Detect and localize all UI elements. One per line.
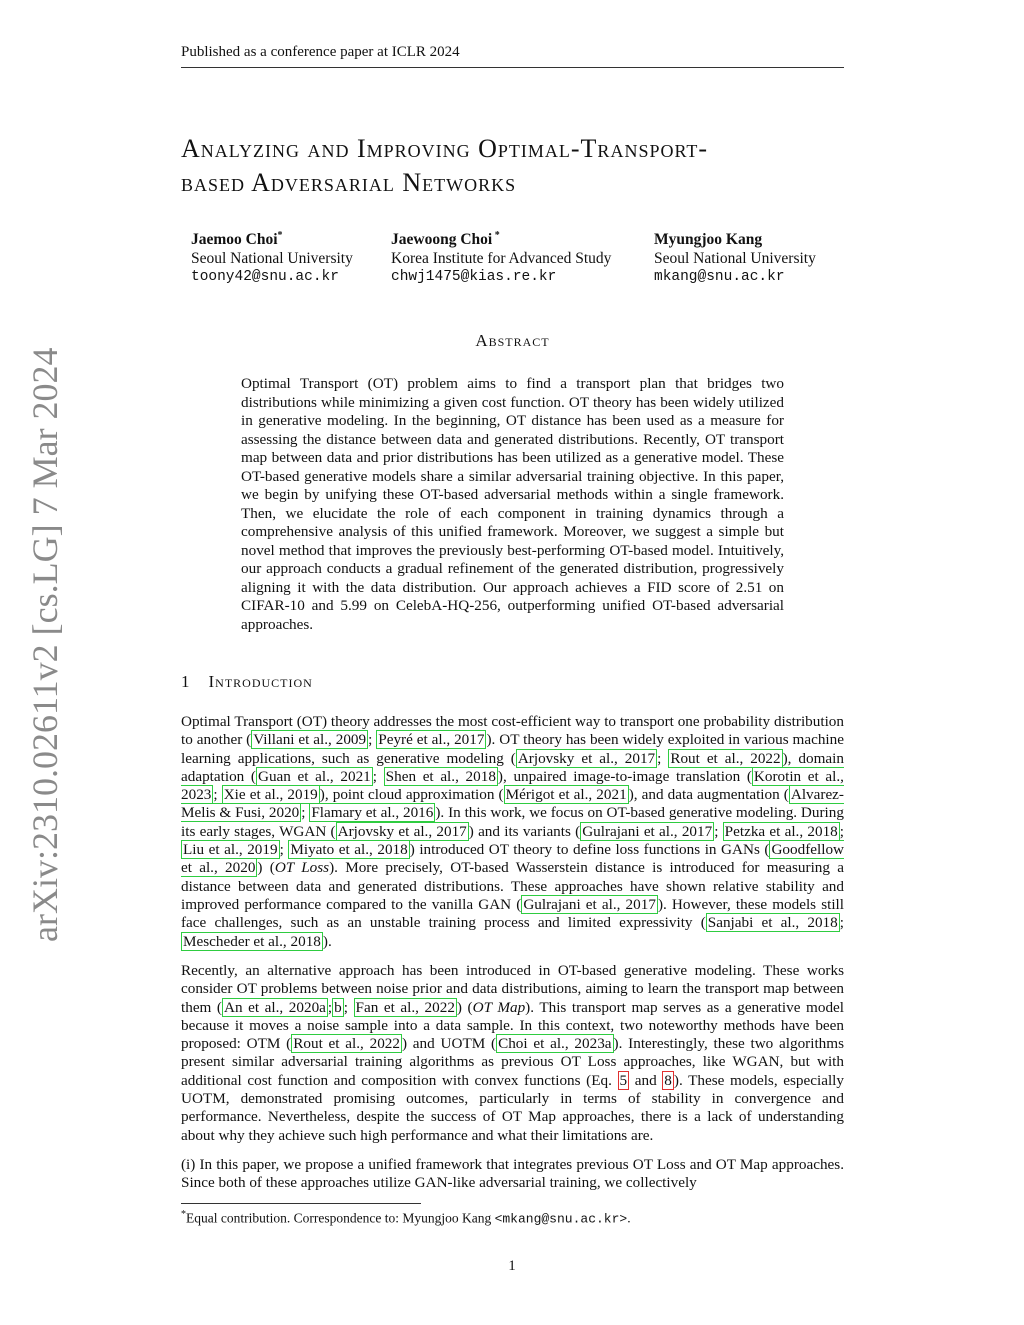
citation-link[interactable]: Mescheder et al., 2018 [183,932,321,950]
abstract-text: Optimal Transport (OT) problem aims to find a transport plan that bridges two distributions while minimizing a given cost function. OT theory has been widely utilized in generative modeling. In the beginning, OT distance has been used as a measure for assessing the distance between data and generated distributions. Recently, OT transport map between data and prior distributions has been utilized as a generative model. These OT-based generative models share a similar adversarial training objective. In this paper, we begin by unifying these OT-based adversarial methods within a single framework. Then, we elucidate the role of each component in training dynamics through a comprehensive analysis of this unified framework. Moreover, we suggest a simple but novel method that improves the previously best-performing OT-based model. Intuitively, our approach conducts a gradual refinement of the generated distribution, progressively aligning it with the data distribution. Our approach achieves a FID score of 2.51 on CIFAR-10 and 5.99 on CelebA-HQ-256, outperforming unified OT-based adversarial approaches. [241,375,784,633]
text-run: ; [839,822,845,840]
text-run: ; [839,914,844,932]
footnote-email[interactable]: <mkang@snu.ac.kr> [494,1211,628,1227]
author-affiliation: Seoul National University [191,250,353,268]
abstract-heading: Abstract [475,331,550,350]
equation-ref-link[interactable]: 8 [664,1071,672,1089]
text-run: ), point cloud approximation ( [319,786,504,804]
citation-link[interactable]: Guan et al., 2021 [257,767,371,785]
text-run: ). Interestingly, these two algorithms present similar adversarial training algorithms as previous OT Loss approaches, like WGAN, but with additional cost function and composition with convex functions (Eq. [181,1035,844,1089]
text-run: and [629,1071,663,1089]
text-run: ) ( [257,859,275,877]
text-run: ) introduced OT theory to define loss functions in GANs ( [409,841,770,859]
citation-link[interactable]: Miyato et al., 2018 [290,841,408,859]
section-title: Introduction [208,672,313,691]
citation-link[interactable]: Alvarez-Melis & Fusi, 2020 [181,786,844,822]
arxiv-side-label: arXiv:2310.02611v2 [cs.LG] 7 Mar 2024 [25,347,65,943]
citation-link[interactable]: Mérigot et al., 2021 [505,786,627,804]
citation-link[interactable]: Sanjabi et al., 2018 [707,914,838,932]
citation-link[interactable]: Peyré et al., 2017 [378,731,485,749]
citation-link[interactable]: Petzka et al., 2018 [724,822,838,840]
author-email[interactable]: chwj1475@kias.re.kr [391,269,557,286]
text-run: ). [322,932,332,950]
citation-link[interactable]: Arjovsky et al., 2017 [337,822,467,840]
text-run: ). However, these models still face challenges, such as an unstable training process and limited expressivity ( [181,895,844,932]
text-run: ; [301,804,310,822]
citation-link[interactable]: Goodfellow et al., 2020 [181,841,845,877]
section-number: 1 [181,672,191,691]
author-affiliation: Seoul National University [654,250,816,268]
citation-link[interactable]: Xie et al., 2019 [223,786,318,804]
text-run: ), unpaired image-to-image translation ( [497,767,752,785]
author-name: Jaemoo Choi [191,231,278,249]
text-run: ) and UOTM ( [401,1035,497,1053]
paper-title [181,132,881,200]
intro-paragraph-2 [181,962,844,1145]
text-run: ). This transport map serves as a generative model because it moves a noise sample into a data sample. In this context, two noteworthy methods have been proposed: OTM ( [181,998,844,1053]
citation-link[interactable]: Shen et al., 2018 [385,767,496,785]
author-email[interactable]: mkang@snu.ac.kr [654,269,785,286]
page-number: 1 [508,1258,516,1274]
emphasis: OT Loss [274,859,330,877]
title-line-2: based Adversarial Networks [181,168,517,197]
section-heading-introduction [181,672,313,692]
citation-link[interactable]: Gulrajani et al., 2017 [582,822,713,840]
citation-link[interactable]: b [334,998,342,1016]
text-run: ; [714,822,723,840]
author-3 [654,226,816,287]
text-run: ) and its variants ( [468,822,581,840]
citation-link[interactable]: Gulrajani et al., 2017 [523,895,656,913]
text-run: ). These models, especially UOTM, demonstrated promising outcomes, particularly in terms of stability in convergence and performance. Nevertheless, despite the success of OT Map approaches, there is a lack of understanding about why they achieve such high performance and what their limitations are. [181,1071,844,1144]
footnote-mark: * [181,1209,186,1220]
text-run: ). OT theory has been widely exploited in various machine learning applications, such as generative modeling ( [181,731,844,767]
text-run: ). More precisely, OT-based Wasserstein distance is introduced for measuring a distance between data and generated distributions. These approaches have shown relative stability and improved performance compared to the vanilla GAN ( [181,859,844,913]
citation-link[interactable]: Fan et al., 2022 [355,998,455,1016]
text-run: ), domain adaptation ( [181,749,844,785]
author-mark: * [277,230,283,241]
citation-link[interactable]: Korotin et al., 2023 [181,767,844,804]
author-email[interactable]: toony42@snu.ac.kr [191,269,339,286]
intro-paragraph-1 [181,713,844,951]
text-run: ) ( [456,998,473,1016]
citation-link[interactable]: Rout et al., 2022 [293,1035,400,1053]
author-2 [391,226,611,287]
text-run: ; [279,841,289,859]
citation-link[interactable]: Choi et al., 2023a [498,1035,612,1053]
title-line-1: Analyzing and Improving Optimal-Transport- [181,134,709,163]
author-name: Myungjoo Kang [654,231,763,249]
text-run: ; [343,998,354,1016]
text-run: ; [368,731,377,749]
author-1 [191,226,353,287]
citation-link[interactable]: Liu et al., 2019 [183,841,278,859]
intro-paragraph-3: (i) In this paper, we propose a unified framework that integrates previous OT Loss and OT Map approaches. Since both of these approaches utilize GAN-like adversarial training, we collectively [181,1156,844,1192]
equation-ref-link[interactable]: 5 [619,1071,628,1089]
footnote-divider [181,1203,421,1204]
citation-link[interactable]: An et al., 2020a [224,998,326,1016]
text-run: ; [372,767,384,785]
text-run: ; [657,749,669,767]
footnote-end: . [627,1210,631,1226]
citation-link[interactable]: Arjovsky et al., 2017 [517,749,656,767]
running-header: Published as a conference paper at ICLR 2024 [181,44,844,68]
text-run: ), and data augmentation ( [628,786,789,804]
citation-link[interactable]: Flamary et al., 2016 [311,804,434,822]
text-run: ). In this work, we focus on OT-based generative modeling. During its early stages, WGAN ( [181,804,844,840]
footnote [181,1209,631,1227]
citation-link[interactable]: Rout et al., 2022 [670,749,781,767]
text-run: ; [327,998,333,1016]
author-affiliation: Korea Institute for Advanced Study [391,250,612,268]
text-run: Optimal Transport (OT) theory addresses the most cost-efficient way to transport one probability distribution to another ( [181,713,844,749]
emphasis: OT Map [472,998,526,1016]
citation-link[interactable]: Villani et al., 2009 [253,731,367,749]
text-run: ; [213,786,222,804]
author-mark: * [492,230,500,241]
author-name: Jaewoong Choi [391,231,493,249]
text-run: Recently, an alternative approach has been introduced in OT-based generative modeling. These works consider OT problems between noise prior and data distributions, aiming to learn the transport map between them ( [181,962,844,1016]
footnote-text: Equal contribution. Correspondence to: Myungjoo Kang [186,1210,495,1226]
